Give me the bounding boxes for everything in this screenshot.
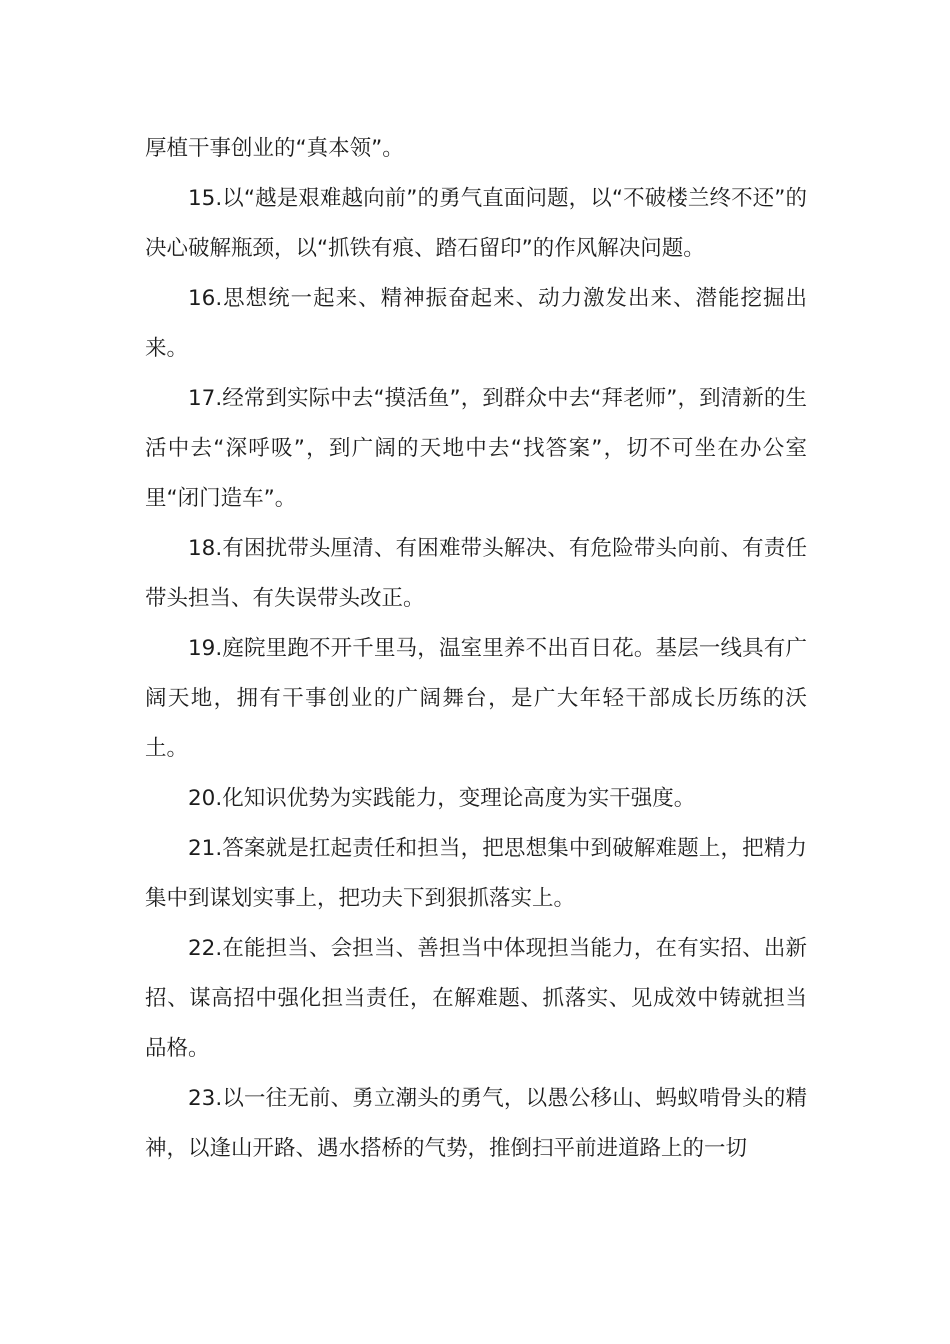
paragraph-item-23: 23.以一往无前、勇立潮头的勇气，以愚公移山、蚂蚁啃骨头的精神，以逢山开路、遇水搭桥的气势，推倒扫平前进道路上的一切 [145, 1086, 807, 1161]
document-body [145, 124, 807, 1174]
paragraph-item-19: 19.庭院里跑不开千里马，温室里养不出百日花。基层一线具有广阔天地，拥有干事创业的广阔舞台，是广大年轻干部成长历练的沃土。 [145, 636, 807, 761]
paragraph-item-22: 22.在能担当、会担当、善担当中体现担当能力，在有实招、出新招、谋高招中强化担当责任，在解难题、抓落实、见成效中铸就担当品格。 [145, 936, 807, 1061]
paragraph-item-21: 21.答案就是扛起责任和担当，把思想集中到破解难题上，把精力集中到谋划实事上，把功夫下到狠抓落实上。 [145, 836, 807, 911]
paragraph-item-17: 17.经常到实际中去“摸活鱼”，到群众中去“拜老师”，到清新的生活中去“深呼吸”，到广阔的天地中去“找答案”，切不可坐在办公室里“闭门造车”。 [145, 386, 807, 511]
paragraph-item-20: 20.化知识优势为实践能力，变理论高度为实干强度。 [188, 786, 696, 811]
paragraph-item-15: 15.以“越是艰难越向前”的勇气直面问题，以“不破楼兰终不还”的决心破解瓶颈，以“抓铁有痕、踏石留印”的作风解决问题。 [145, 186, 807, 261]
paragraph-item-18: 18.有困扰带头厘清、有困难带头解决、有危险带头向前、有责任带头担当、有失误带头改正。 [145, 536, 807, 611]
paragraph-item-16: 16.思想统一起来、精神振奋起来、动力激发出来、潜能挖掘出来。 [145, 286, 807, 361]
paragraph-continuation: 厚植干事创业的“真本领”。 [145, 136, 404, 161]
